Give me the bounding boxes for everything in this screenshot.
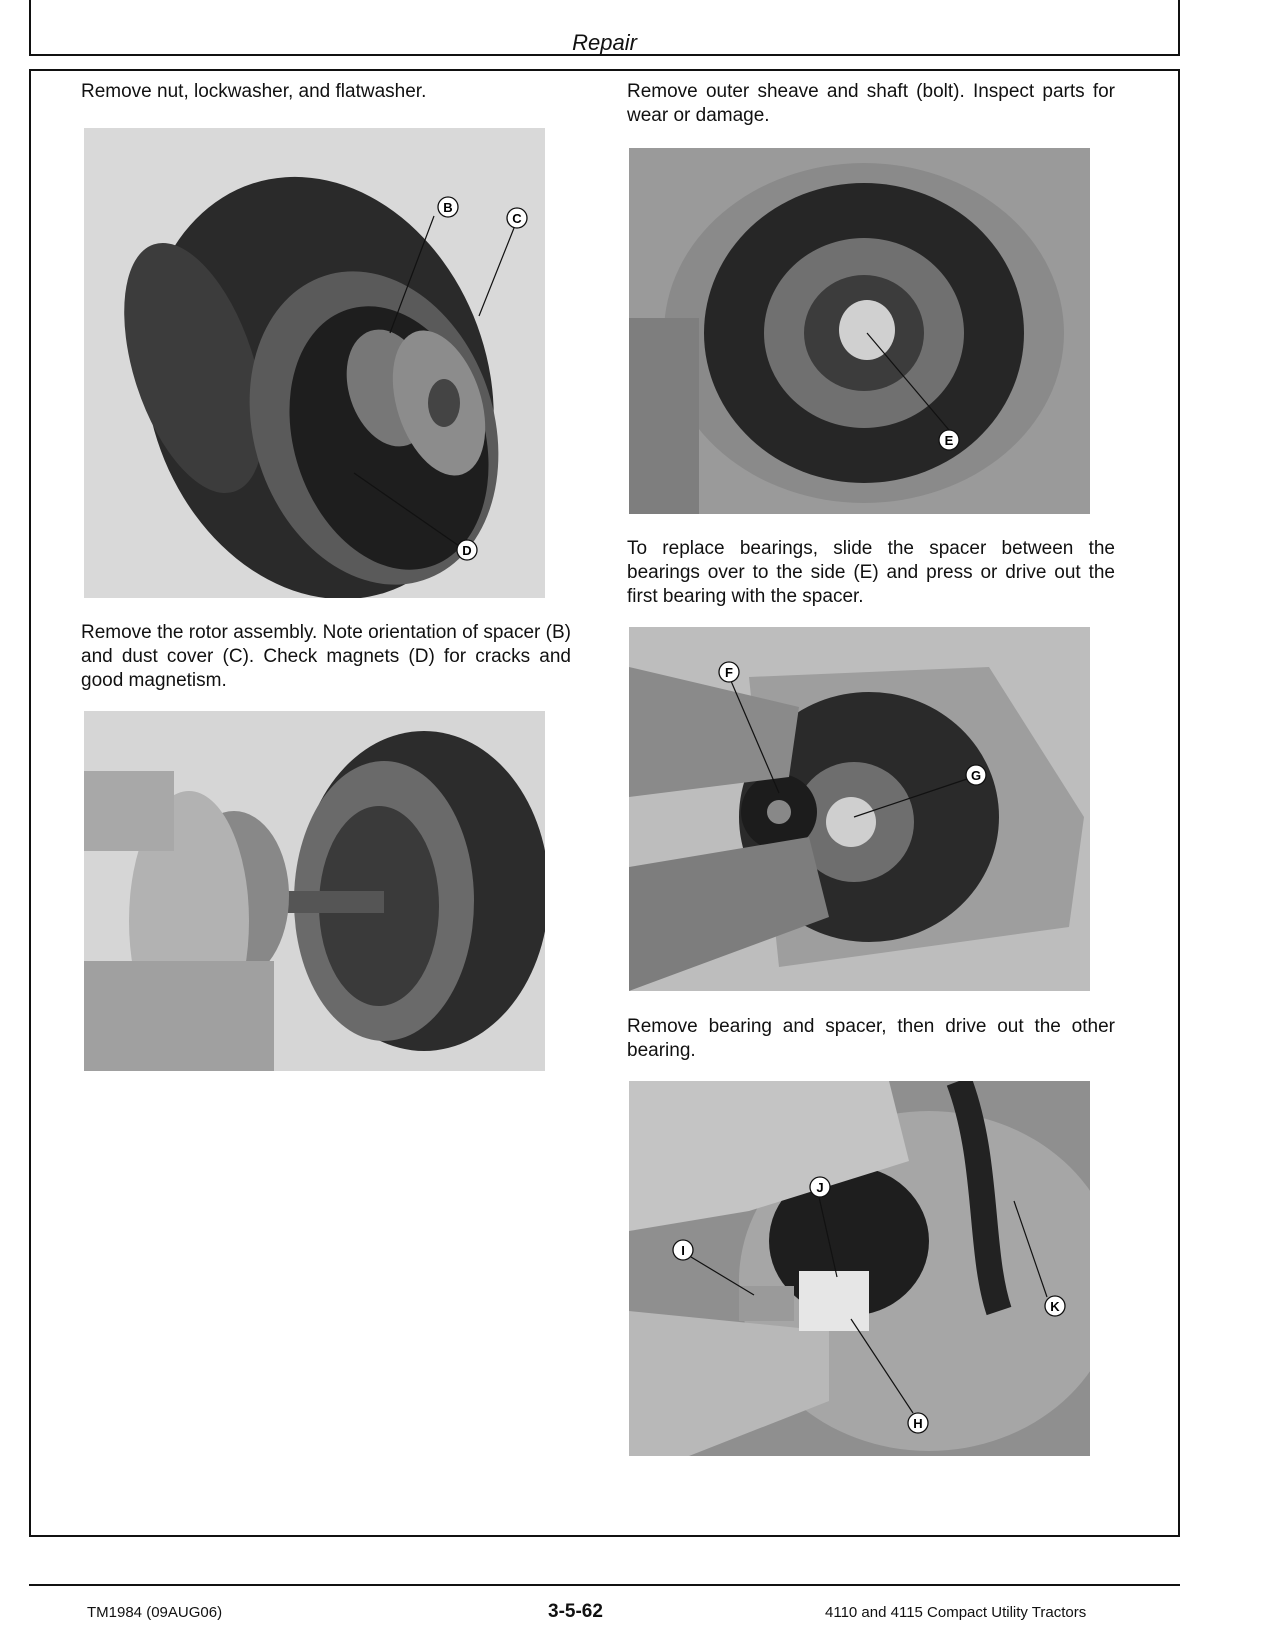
photo-rotor-nut-illustration xyxy=(84,128,545,598)
page-title: Repair xyxy=(572,30,637,55)
callout-b xyxy=(438,197,458,217)
photo-stator-bearing xyxy=(629,148,1090,514)
svg-text:J: J xyxy=(816,1180,824,1195)
callout-h xyxy=(908,1413,928,1433)
svg-text:G: G xyxy=(970,768,982,783)
step-remove-nut-text: Remove nut, lockwasher, and flatwasher. xyxy=(81,81,427,102)
callout-i xyxy=(673,1240,693,1260)
svg-text:K: K xyxy=(1050,1299,1060,1314)
footer-product: 4110 and 4115 Compact Utility Tractors xyxy=(825,1604,1087,1621)
step-remove-sheave-text: Remove outer sheave and shaft (bolt). Inspect parts for wear or damage. xyxy=(627,81,1115,126)
callout-e xyxy=(939,430,959,450)
svg-text:D: D xyxy=(462,543,472,558)
page-header xyxy=(29,0,1180,56)
step-remove-rotor-text: Remove the rotor assembly. Note orientation of spacer (B) and dust cover (C). Check magnets (D) for cracks and good magnetism. xyxy=(81,622,571,691)
photo-spacer-bearing-illustration xyxy=(629,627,1090,991)
callout-f xyxy=(719,662,739,682)
svg-text:B: B xyxy=(443,200,453,215)
svg-text:C: C xyxy=(512,211,522,226)
footer-doc-id: TM1984 (09AUG06) xyxy=(87,1604,223,1621)
svg-text:F: F xyxy=(725,665,733,680)
photo-rotor-assembly xyxy=(84,711,545,1071)
photo-connector-illustration xyxy=(629,1081,1090,1456)
callout-d xyxy=(457,540,477,560)
photo-stator-bearing-illustration xyxy=(629,148,1090,514)
callout-g xyxy=(966,765,986,785)
step-remove-bearing-text: Remove bearing and spacer, then drive out the other bearing. xyxy=(627,1016,1115,1061)
photo-rotor-assembly-illustration xyxy=(84,711,545,1071)
svg-text:I: I xyxy=(681,1243,685,1258)
callout-j xyxy=(810,1177,830,1197)
footer-divider xyxy=(29,1584,1180,1586)
photo-connector xyxy=(629,1081,1090,1456)
photo-spacer-bearing xyxy=(629,627,1090,991)
photo-rotor-nut xyxy=(84,128,545,598)
step-replace-bearings-text: To replace bearings, slide the spacer between the bearings over to the side (E) and press or drive out the first bearing with the spacer. xyxy=(627,538,1115,607)
svg-text:H: H xyxy=(913,1416,923,1431)
footer-page-number: 3-5-62 xyxy=(548,1601,603,1622)
callout-c xyxy=(507,208,527,228)
svg-text:E: E xyxy=(944,433,954,448)
callout-k xyxy=(1045,1296,1065,1316)
